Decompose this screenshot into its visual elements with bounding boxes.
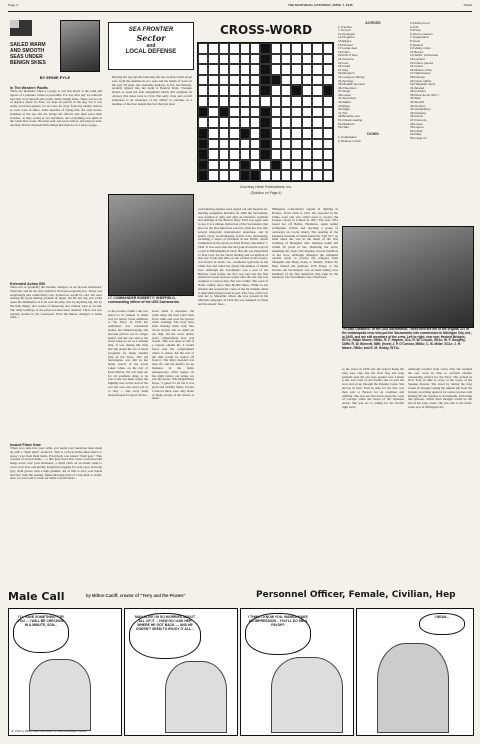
crossword-grid[interactable] <box>197 42 334 182</box>
crossword-cell[interactable] <box>302 170 312 181</box>
crossword-clue: 1-Undertaken <box>338 135 357 140</box>
commander-portrait <box>108 194 194 296</box>
comic-figure-2 <box>165 661 227 733</box>
crossword-title: CROSS-WORD <box>219 23 313 37</box>
crossword-cell[interactable] <box>271 170 281 181</box>
crossword-cell[interactable] <box>208 43 218 54</box>
crossword-cell[interactable] <box>219 96 229 107</box>
crossword-cell[interactable] <box>323 149 333 160</box>
crossword-cell[interactable] <box>250 107 260 118</box>
crossword-cell[interactable] <box>281 160 291 171</box>
crossword-cell[interactable] <box>229 75 239 86</box>
crossword-cell[interactable] <box>240 117 250 128</box>
crossword-clue: 28-Cleaner <box>410 74 426 79</box>
crossword-clue: 29-Close tightly <box>410 78 432 83</box>
crossword-cell[interactable] <box>291 139 301 150</box>
crossword-clue: 22-Leer <box>338 60 349 65</box>
article-text-1: There are moments when a voyage to war has much of the calm and repose of a pleasure cruise at peacetime. For day after day we sailed in seas that were smooth and warm, under benign skies. There was no air of urgency about us. True, we kept air patrols in the sky, but it was really a practice gesture, for we were far away from any enemy. Sailors at work were in shirts. Little bunches of flying fish, the only beasts, splashed in the sea. On the bridge the officers and men stood their watches, as they would at sea anywhere, and everything was quiet in the warm blue water. The men read, and wrote letters, and played cards, and they did the thousand little things that men do on a long voyage... <box>10 90 102 128</box>
crossword-clue: 7-Turned <box>338 28 351 33</box>
crossword-clue: 7-Unappraisd <box>410 35 429 40</box>
crossword-clue: 40-Snatch <box>410 100 425 105</box>
frontier-text-5: Philippine constabulary squads in fighting in Borneo. From 1926 to 1931 she operated in the China coast and was called upon to protect the foreign colony in Canton in 1927. The year 1931 found her off Belize, Honduras, again aiding earthquake victims and rescuing a group of castaways on Cocus island. The opening of the Japanese invasion of China found the "Old Sac" on hand when she was in the midst of the first bombing of Shanghai. One Japanese bomb fell within 20 yards of her, shattering her ports, smashing her boats and injuring several members of her crew. Although damaged she remained outside ready to receive the refugees from Shanghai and Hong Kong to Manila. When the Nips blasted the gunboat, USS Panay, to the bottom, the Sacramento was on hand aiding crew members of the first American ship sunk by the Japanese. The Sacramento was called back <box>272 208 338 280</box>
crossword-cell[interactable] <box>281 85 291 96</box>
crossword-cell[interactable] <box>323 170 333 181</box>
frontier-text-4: coal-burning engines were ripped out and modern oil-burning equipment installed. In 1940 the Sacramento was recalled to duty and after an extensive overhaul and refitting at the Boston Navy Yard was again sent to sea. It is a unique distinction of the Sacramento that she was the first American vessel to slide her bow into several important international situations, and in nearly every world-shaping events were developing, including a series of incidents in the Pacific which culminated in the attack on Pearl Harbor, December 7, 1941. It was soon after she had gone down the ways in a yard at Philadelphia in 1914, that she was dispatched to Vera Cruz for the Naval landing and occupation of that city. From that time on she cruised in the tropics, was frozen in Arctic ice, weathered typhoons in the China Sea and sailed the glassy smoothness of inland seas. Although the Sacramento was a part of the Barbary coast before the first war and was the first American vessel in those waters after the war, she was assigned to convoy duty that was routine. The coast of Natal, sailing more than 60,000 miles. While in the Atlantic she rescued the crews of the SS Schenk, when it sank while being towed to port. The close of the war sent her to Marseille, where she was present in the Siberian campaign. In 1922 she was assigned to China and the Asiatic fleet... <box>198 208 268 306</box>
crossword-cell[interactable] <box>219 43 229 54</box>
crossword-clue: 33-Apology <box>338 78 354 83</box>
crossword-clue: 27-Nightmares <box>410 71 431 76</box>
crossword-clue: 3-Perfect food <box>410 21 430 25</box>
crossword-cell[interactable] <box>302 85 312 96</box>
crossword-clue: 51-Cheap casting <box>338 118 363 123</box>
crossword-cell[interactable] <box>271 54 281 65</box>
crossword-cell[interactable] <box>219 128 229 139</box>
crossword-clue: 35-Metallic element <box>338 82 365 87</box>
crossword-cell[interactable] <box>281 128 291 139</box>
frontier-text-2: to the present conflict she was slated to be junked to make way for newer, faster additions to the Navy. In 1939 her usefulness was considered ended, her minesweeping and anti-sub service was no longer useful, and she was sent to the Great Lakes to act as a training ship. It was during this time that she ended his era of naval progenies for many another ship in the Navy. The old Sacramento was still in her home waters of the Great Lakes when, on the day of Pearl Harbor, the call went out for all available ships to be sent to the sea lanes where the fighting was. At the start of the war she was once more put in to duty ... and every hand aboard hoped for good service. <box>108 310 148 397</box>
frontier-text-7: Although recalled from active duty she reached the east coast in time to perform another outstanding service for the Navy. She arrived in New York in time to serve at the scene of the Squalus disaster. She stood by during the long weeks of struggle raising the sunken sub from the bottom, providing quarters for rescue workers and helping lift the Squalus to Portsmouth. Following this episode, which most thought would be the last in her long career, she was sent to the fresh-water port of Michigan City. <box>408 368 472 409</box>
speech-bubble-4: I MEAN... <box>419 613 465 635</box>
sea-frontier-box <box>108 22 194 70</box>
crossword-clue: 42-Position <box>410 103 426 108</box>
crossword-clue: 37-Sings <box>338 89 351 94</box>
crossword-cell[interactable] <box>219 64 229 75</box>
crossword-cell[interactable] <box>323 139 333 150</box>
crossword-solution-note: (Solution on Page 4) <box>250 191 282 195</box>
crossword-cell <box>271 75 281 86</box>
crossword-clue: 1-Transfer <box>338 24 353 29</box>
crossword-clue: 14-Kingdom <box>338 35 355 40</box>
crossword-clue: 15-Edges <box>338 38 352 43</box>
crossword-cell[interactable] <box>229 160 239 171</box>
frontier-text-6: to the states in 1939 and she started home the long way. One day her fleet flag and long pennant used the old ones around over Canton to the east coast of the Pacific and on past the west and on up through the Panama Canal. She arrived in New York in time for the fair, was then sent to Boston for an overhaul and refitting. She was out and down along the coast of Georgia when she heard of the Japanese attack. She was set to sailing for the Pacific right away. <box>342 368 404 409</box>
subhead-extended-action: Extended Action Bill <box>10 282 45 286</box>
crossword-cell[interactable] <box>250 75 260 86</box>
crossword-cell <box>260 139 270 150</box>
crossword-cell <box>260 54 270 65</box>
crossword-clue: 39-Stan <box>410 96 421 101</box>
frontier-title2: Sector <box>136 33 166 43</box>
crossword-cell[interactable] <box>208 139 218 150</box>
crossword-clue: 23-Chess pieces <box>410 60 434 65</box>
comic-panel-4 <box>356 608 474 736</box>
crossword-cell[interactable] <box>323 75 333 86</box>
across-label: ACROSS <box>365 21 381 25</box>
crossword-cell[interactable] <box>323 128 333 139</box>
crossword-clue: 38-Fleur-de-lis (Her.) <box>410 92 439 97</box>
crossword-cell[interactable] <box>219 85 229 96</box>
crossword-cell[interactable] <box>229 85 239 96</box>
crossword-cell[interactable] <box>219 149 229 160</box>
crossword-cell[interactable] <box>260 160 270 171</box>
sailed-title: SAILED WARM AND SMOOTH SEAS UNDER BENIGN SKIES <box>10 42 46 66</box>
crossword-clue: 25-Goad <box>338 64 351 69</box>
crossword-clue: 4-Unit <box>410 24 419 29</box>
crossword-cell <box>323 85 333 96</box>
comic-panel-2 <box>124 608 238 736</box>
crossword-clue: 47-Tier <box>338 110 348 115</box>
frontier-title1: SEA FRONTIER <box>128 27 174 33</box>
plank-owners-caption: "PLANK OWNERS" of the USS Sacramento. These men are ten of the original 227 of the Indianapolis crew who put the Sacramento into commission in Michigan City, Ind., in 1945, and are still members of the crew. Left to right, rear row: Herbert Bridges, WT1c; Ralph Moore, GM1c; R. F. Hayden, S1c; R. W. Crouch, SK1c; W. F. Doughty, CMM; R. W. Bennett, MMl; (front) J. P. O'Connor, MM1c; C. B. Miller, SC1c; J. H. Moore, GM1c; and E. M. Geddy, WT1c. <box>342 327 472 350</box>
crossword-cell[interactable] <box>323 117 333 128</box>
crossword-cell[interactable] <box>229 149 239 160</box>
comic-byline: by Milton Caniff, creator of "Terry and the Pirates" <box>86 593 186 598</box>
crossword-clue: 26-Minute circle <box>410 67 432 72</box>
comic-panel-1 <box>8 608 122 736</box>
crossword-cell[interactable] <box>291 64 301 75</box>
crossword-cell[interactable] <box>291 128 301 139</box>
crossword-clue: 52-Madman <box>338 121 355 126</box>
crossword-cell[interactable] <box>198 43 208 54</box>
crossword-clue: 50-Chide <box>410 128 423 133</box>
crossword-cell[interactable] <box>312 149 322 160</box>
crossword-clue: 31-Lampery fishing <box>338 74 365 79</box>
crossword-cell[interactable] <box>271 107 281 118</box>
crossword-cell[interactable] <box>208 117 218 128</box>
crossword-cell[interactable] <box>208 160 218 171</box>
crossword-clue: 53-Halo <box>338 125 349 130</box>
masthead <box>8 4 472 10</box>
crossword-cell[interactable] <box>229 107 239 118</box>
frontier-text-3: boats when it explodes. On some ships the men paint their faces white and wear fire gloves when working. The boys have been making them look like circus clowns, but we didn't on our ship. On the lower decks, every compartment door was closed. This was done so that if a torpedo should hit, it would flood only the compartment where it struck. All the rest of the ship would be sealed off from it. The ship's hospital was shut off, and the medics set up business in the many passageways. After supper on the night before our strike, we saw the movie "The Magnificent Dope." I guess it's all but it was good and awfully funny. Except I noticed there were only about as many people at the movie as usual. <box>152 310 194 401</box>
frontier-text-1: Relying her age and the battering she has received from seven seas, from the enemies in two wars and the hands of crews in the past 30 years, the venerable gunboat, U.S.S. Sacramento, recently slipped into her berth at Benicia Point. Treasure Island, to await her next assignment which will complete an odyssey that dates back to 1914. Her early class and overall smartness is an assurance of her ability to continue as a member of the fleet despite the fact that just prior <box>112 76 192 106</box>
crossword-clue: 47-Dress-by <box>410 118 427 123</box>
crossword-clue: 11-Before <box>410 49 424 54</box>
across-clues-col2 <box>410 22 474 222</box>
crossword-cell[interactable] <box>323 64 333 75</box>
crossword-cell[interactable] <box>281 107 291 118</box>
crossword-cell[interactable] <box>291 117 301 128</box>
dateline: In The Western Pacific <box>10 86 49 90</box>
crossword-cell[interactable] <box>271 139 281 150</box>
crossword-cell[interactable] <box>312 139 322 150</box>
crossword-cell[interactable] <box>302 54 312 65</box>
crossword-cell[interactable] <box>208 54 218 65</box>
crossword-clue: 48-Breathe over <box>338 114 361 119</box>
ernie-pyle-portrait <box>60 20 100 72</box>
page-number-left: Page 4 <box>8 3 18 7</box>
crossword-cell[interactable] <box>271 128 281 139</box>
crossword-credit: Courtesy Harte Publications, Inc. <box>239 185 293 189</box>
crossword-cell[interactable] <box>229 139 239 150</box>
page-number-right: PAGE <box>463 3 472 7</box>
comic-signature: (c) 1945 by Milton Caniff, distributed by Camp Newspaper Service <box>11 730 87 734</box>
crossword-cell[interactable] <box>208 64 218 75</box>
crossword-cell[interactable] <box>208 170 218 181</box>
crossword-cell <box>260 64 270 75</box>
article-text-3: When you come into your cabin, you found your bunk had been made up with a "flash sheet" around it. That is a black rubber-lined sheet, to protect you from flash burns. Everybody was issued "flash gear." That consists of several items — a thin gray hood that covers your head and hangs down over your shoulders; a white cloth on an elastic band to cover your nose and mouth, longsleeve goggles for your eyes; and long gray cloth gloves with a high gauntlet. All of this to save your hands and face from the searing, flame-throwing blast of a big shell or bomb. Also we were told to wear our shirts to flash burns... <box>10 447 102 481</box>
crossword-cell[interactable] <box>229 54 239 65</box>
down-label: DOWN <box>367 131 379 136</box>
crossword-clue: 27-Peg <box>338 67 348 72</box>
crossword-clue: 53-Large lot <box>410 136 427 140</box>
crossword-cell[interactable] <box>281 139 291 150</box>
frontier-title3: and <box>146 43 156 49</box>
crossword-cell[interactable] <box>208 75 218 86</box>
crossword-cell[interactable] <box>219 160 229 171</box>
crossword-cell[interactable] <box>312 107 322 118</box>
crossword-clue: 43-Vanquishes <box>410 107 431 112</box>
frontier-title4: LOCAL DEFENSE <box>125 49 177 55</box>
crossword-cell[interactable] <box>302 128 312 139</box>
speech-bubble-1: I'LL HAVE SOMETHING FOR YOU ... I WILL BE CHECKING IN A MINUTE, SON... <box>13 613 69 653</box>
article-text-2: Then ever so gradually the weather changed, as we plowed northward. Yesterday and all the days behind it had been tropically hot. Today was surprisingly and comfortably cool. Tomorrow would be cold. We were nearing the great hurling grounds of Japan. On the last day you could sense the imminence of it all over the ship. Not by anything big, but by the little things. Our weeks of monotony and waiting were at an end. The daily briefings of the pilots became more detailed. There was less playing around in the wardroom. Even the humor changed to battle rules... <box>10 286 102 320</box>
crossword-cell[interactable] <box>312 128 322 139</box>
crossword-clue: 13-Suffix: profession <box>410 53 439 58</box>
comic-panel-3 <box>240 608 354 736</box>
crossword-clue: 34-Abated <box>410 85 425 90</box>
crossword-cell[interactable] <box>198 54 208 65</box>
crossword-cell[interactable] <box>219 75 229 86</box>
crossword-cell[interactable] <box>208 149 218 160</box>
crossword-cell[interactable] <box>312 54 322 65</box>
crossword-cell[interactable] <box>281 96 291 107</box>
crossword-cell[interactable] <box>291 149 301 160</box>
speech-bubble-3: I THINK I KNOW YOU. WANNA MAKE AN IMPRESSION... YOU'LL DO ME A FAVOR? <box>245 613 311 655</box>
crossword-cell[interactable] <box>208 128 218 139</box>
crossword-cell[interactable] <box>302 160 312 171</box>
crossword-clue: 19-Lament <box>410 56 425 61</box>
crossword-cell[interactable] <box>312 43 322 54</box>
comic-figure-4 <box>377 643 449 733</box>
crossword-clue: 43-Edge <box>338 103 350 108</box>
crossword-clue: 9-Noland <box>410 42 423 47</box>
crossword-cell[interactable] <box>281 64 291 75</box>
crossword-clue: 12-Arranges <box>338 31 356 36</box>
crossword-cell[interactable] <box>198 96 208 107</box>
crossword-cell[interactable] <box>291 43 301 54</box>
crossword-cell[interactable] <box>219 170 229 181</box>
crossword-cell[interactable] <box>198 85 208 96</box>
crossword-cell[interactable] <box>281 117 291 128</box>
crossword-cell[interactable] <box>271 149 281 160</box>
crossword-cell[interactable] <box>240 107 250 118</box>
crossword-cell[interactable] <box>240 54 250 65</box>
crossword-clue: 16-Pasteur <box>338 42 354 47</box>
crossword-cell <box>219 107 229 118</box>
commander-caption: LT. COMMANDER ROBERT F. SHEFFIELD, commanding officer of the USS Sacramento. <box>108 296 180 304</box>
crossword-cell[interactable] <box>219 54 229 65</box>
crossword-cell[interactable] <box>302 117 312 128</box>
crossword-cell[interactable] <box>240 43 250 54</box>
crossword-clue: 49-Layers <box>410 125 424 130</box>
crossword-cell[interactable] <box>302 75 312 86</box>
crossword-cell[interactable] <box>250 149 260 160</box>
crossword-cell[interactable] <box>229 128 239 139</box>
crossword-clue: 42-Raftar <box>338 100 351 105</box>
crossword-cell[interactable] <box>271 64 281 75</box>
crossword-cell[interactable] <box>312 170 322 181</box>
crossword-clue: 6-Inform natures <box>410 31 433 36</box>
crossword-clue: 30-Monarch <box>338 71 355 76</box>
crossword-clue: 8-Issue <box>410 38 421 43</box>
crossword-clue: 44-Rage <box>338 107 350 112</box>
crossword-clue: 41-Surprised <box>338 96 356 101</box>
crossword-clue: 48-Liquor <box>410 121 424 126</box>
crossword-clue: 36-Cheerless <box>338 85 357 90</box>
crossword-cell[interactable] <box>312 64 322 75</box>
crossword-clue: 21-Assume <box>338 56 354 61</box>
crossword-cell[interactable] <box>281 54 291 65</box>
crossword-cell <box>198 139 208 150</box>
crossword-cell[interactable] <box>312 96 322 107</box>
crossword-cell[interactable] <box>281 149 291 160</box>
crossword-cell[interactable] <box>281 75 291 86</box>
crossword-cell[interactable] <box>250 64 260 75</box>
crossword-cell[interactable] <box>219 117 229 128</box>
crossword-cell <box>198 107 208 118</box>
crossword-cell <box>260 107 270 118</box>
crossword-cell[interactable] <box>208 107 218 118</box>
crossword-cell[interactable] <box>219 139 229 150</box>
crossword-cell <box>260 117 270 128</box>
crossword-cell <box>271 160 281 171</box>
crossword-cell[interactable] <box>250 96 260 107</box>
flag-icon <box>10 20 32 36</box>
crossword-cell[interactable] <box>312 117 322 128</box>
crossword-cell[interactable] <box>250 139 260 150</box>
crossword-cell <box>291 85 301 96</box>
crossword-cell <box>260 128 270 139</box>
crossword-cell[interactable] <box>208 85 218 96</box>
crossword-cell <box>240 128 250 139</box>
crossword-cell[interactable] <box>229 64 239 75</box>
crossword-clue: 38-Leave <box>338 92 351 97</box>
crossword-clue: 5-Press <box>410 28 421 33</box>
masthead-title: THE MASTHEAD, SATURDAY, APRIL 7, 1945 <box>288 3 353 7</box>
crossword-cell[interactable] <box>271 117 281 128</box>
crossword-cell[interactable] <box>240 149 250 160</box>
crossword-cell[interactable] <box>312 85 322 96</box>
crossword-cell[interactable] <box>250 43 260 54</box>
crossword-cell <box>198 170 208 181</box>
crossword-cell[interactable] <box>271 43 281 54</box>
crossword-cell[interactable] <box>250 85 260 96</box>
crossword-cell[interactable] <box>229 43 239 54</box>
crossword-cell[interactable] <box>271 85 281 96</box>
crossword-cell[interactable] <box>312 75 322 86</box>
crossword-cell <box>260 75 270 86</box>
crossword-cell[interactable] <box>312 160 322 171</box>
sailed-header <box>10 20 100 85</box>
crossword-cell[interactable] <box>229 96 239 107</box>
crossword-cell[interactable] <box>323 54 333 65</box>
crossword-cell[interactable] <box>250 128 260 139</box>
crossword-cell[interactable] <box>291 107 301 118</box>
crossword-cell[interactable] <box>291 160 301 171</box>
byline: BY ERNIE PYLE <box>39 75 71 80</box>
crossword-cell[interactable] <box>323 160 333 171</box>
crossword-cell[interactable] <box>240 139 250 150</box>
crossword-clue: 18-Calm <box>338 49 350 54</box>
crossword-cell[interactable] <box>250 117 260 128</box>
crossword-cell[interactable] <box>302 107 312 118</box>
comic-title: Male Call <box>8 590 65 603</box>
crossword-cell <box>260 85 270 96</box>
crossword-clue: 44-Drawing <box>410 110 426 115</box>
comic-strip <box>8 590 472 740</box>
comic-figure-1 <box>29 659 91 731</box>
crossword-cell <box>260 149 270 160</box>
masthead-rule <box>8 11 472 12</box>
crossword-cell[interactable] <box>291 170 301 181</box>
crossword-cell <box>250 170 260 181</box>
crossword-cell[interactable] <box>250 54 260 65</box>
crossword-cell[interactable] <box>302 96 312 107</box>
crossword-cell[interactable] <box>198 75 208 86</box>
crossword-clue: 24-Guitar <box>410 64 423 69</box>
crossword-cell[interactable] <box>240 64 250 75</box>
crossword-cell[interactable] <box>260 96 270 107</box>
crossword-cell[interactable] <box>302 64 312 75</box>
crossword-cell[interactable] <box>229 170 239 181</box>
crossword-cell[interactable] <box>323 43 333 54</box>
crossword-clue: 45-Dumb <box>410 114 423 119</box>
crossword-cell <box>198 160 208 171</box>
crossword-cell[interactable] <box>240 96 250 107</box>
crossword-cell[interactable] <box>229 117 239 128</box>
crossword-cell[interactable] <box>291 75 301 86</box>
speech-bubble-2: MAN ALIVE I'M SO WORRIED ABOUT ALL OF IT ... HOW DO I ASK HER WHERE HE GOT BACK — AND HE DOESN'T SEEM TO ENJOY IT ALL... <box>129 613 201 659</box>
crossword-clue: 2-Hebrew month <box>338 139 361 143</box>
crossword-cell[interactable] <box>281 43 291 54</box>
crossword-clue: 10-Valley miles <box>410 46 431 51</box>
crossword-cell[interactable] <box>250 160 260 171</box>
crossword-cell[interactable] <box>302 149 312 160</box>
crossword-cell <box>240 170 250 181</box>
crossword-cell <box>240 160 250 171</box>
crossword-cell[interactable] <box>240 85 250 96</box>
crossword-cell[interactable] <box>323 96 333 107</box>
crossword-cell <box>260 43 270 54</box>
plank-owners-photo <box>342 226 474 328</box>
crossword-clue: 32-Hawaiian stock <box>410 82 436 87</box>
crossword-clue: 20-Roll of fare <box>338 53 358 58</box>
crossword-cell[interactable] <box>302 43 312 54</box>
crossword-cell[interactable] <box>291 54 301 65</box>
comic-figure-3 <box>271 657 343 733</box>
crossword-clue: 36-Cushion <box>410 89 426 94</box>
across-clues <box>338 22 408 222</box>
comic-title-2: Personnel Officer, Female, Civilian, Hep <box>256 590 456 600</box>
crossword-clue: 52-Daily <box>410 132 422 137</box>
crossword-cell <box>198 128 208 139</box>
crossword-cell[interactable] <box>198 64 208 75</box>
crossword-cell[interactable] <box>281 170 291 181</box>
crossword-cell[interactable] <box>208 96 218 107</box>
crossword-cell <box>198 149 208 160</box>
crossword-clue: 17-Large deer <box>338 46 358 51</box>
subhead-flash-gear: Issued Flash Gear <box>10 443 41 447</box>
crossword-cell[interactable] <box>323 107 333 118</box>
crossword-cell[interactable] <box>260 170 270 181</box>
crossword-cell[interactable] <box>302 139 312 150</box>
crossword-cell[interactable] <box>271 96 281 107</box>
crossword-cell[interactable] <box>198 117 208 128</box>
crossword-cell[interactable] <box>291 96 301 107</box>
crossword-cell[interactable] <box>240 75 250 86</box>
